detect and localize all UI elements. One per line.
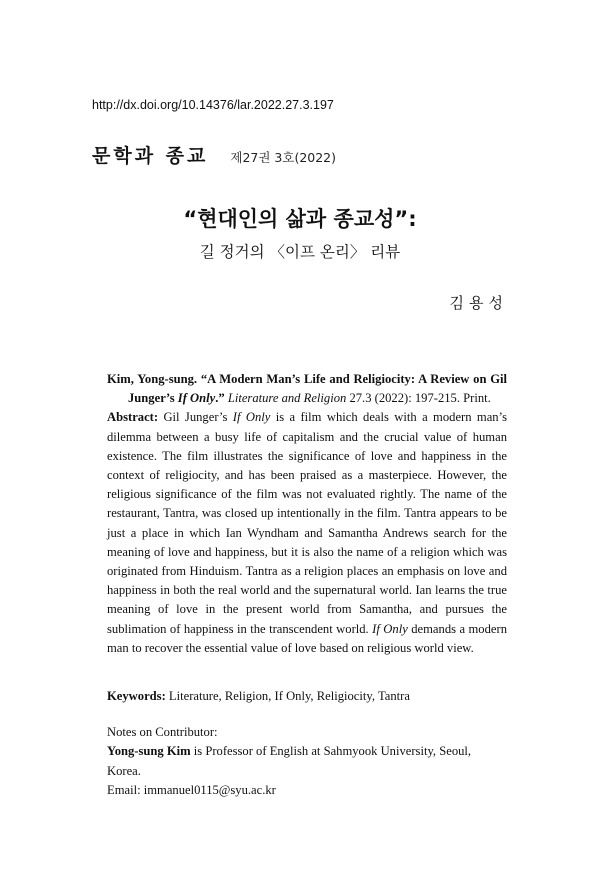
article-title: “현대인의 삶과 종교성”: (183, 207, 417, 231)
citation-journal: Literature and Religion (224, 391, 347, 406)
abstract-text-1: Gil Junger’s (158, 410, 233, 425)
contributor-notes (107, 723, 507, 800)
contributor-affiliation: is Professor of English at Sahmyook University, Seoul, Korea. (107, 744, 472, 778)
abstract-label: Abstract: (107, 410, 159, 425)
citation-title-end: .” (215, 391, 225, 406)
abstract (107, 408, 507, 658)
journal-logo: 문학과 종교 (92, 145, 209, 167)
citation (107, 370, 507, 408)
citation-details: 27.3 (2022): 197-215. Print. (346, 391, 491, 406)
keywords (107, 687, 507, 706)
article-subtitle: 길 정거의 〈이프 온리〉 리뷰 (199, 243, 401, 261)
contributor-name: Yong-sung Kim (107, 744, 191, 759)
citation-line-2 (107, 389, 507, 408)
contributor-bio (107, 742, 507, 780)
article-front-matter (107, 370, 507, 800)
keywords-list: Literature, Religion, If Only, Religiocity, Tantra (165, 689, 410, 704)
keywords-label: Keywords: (107, 689, 166, 704)
citation-author-fragment: Junger’s (128, 391, 178, 406)
notes-heading: Notes on Contributor: (107, 725, 218, 740)
journal-header (92, 141, 336, 168)
abstract-text-2: is a film which deals with a modern man’s dilemma between a busy life of capitalism and the crucial value of human existence. The film illustrates the significance of love and happiness in the context of religiocity, and has been praised as a masterpiece. However, the religious significance of the film was not evaluated rightly. The name of the restaurant, Tantra, was closed up intentionally in the film. Tantra appears to be just a place in which Ian Wyndham and Samantha Andrews search for the meaning of love and happiness, but it is also the name of a religion which was originated from Hinduism. Tantra as a religion places an emphasis on love and happiness in both the real world and the supernatural world. Ian learns the true meaning of love in the present world from Samantha, and pursues the sublimation of happiness in the transcendent world. (107, 410, 507, 636)
doi-link[interactable]: http://dx.doi.org/10.14376/lar.2022.27.3.197 (92, 98, 334, 112)
abstract-film-title-2: If Only (372, 621, 408, 636)
citation-film-title: If Only (177, 391, 216, 406)
abstract-text-3: demands a modern man to recover the essential value of love based on religious world view. (107, 621, 507, 655)
abstract-film-title-1: If Only (232, 410, 271, 425)
journal-issue: 제27권 3호(2022) (230, 150, 337, 165)
citation-line-1: Kim, Yong-sung. “A Modern Man’s Life and Religiocity: A Review on Gil (107, 372, 507, 386)
author-name: 김용성 (449, 294, 508, 312)
contributor-email[interactable]: Email: immanuel0115@syu.ac.kr (107, 782, 276, 797)
